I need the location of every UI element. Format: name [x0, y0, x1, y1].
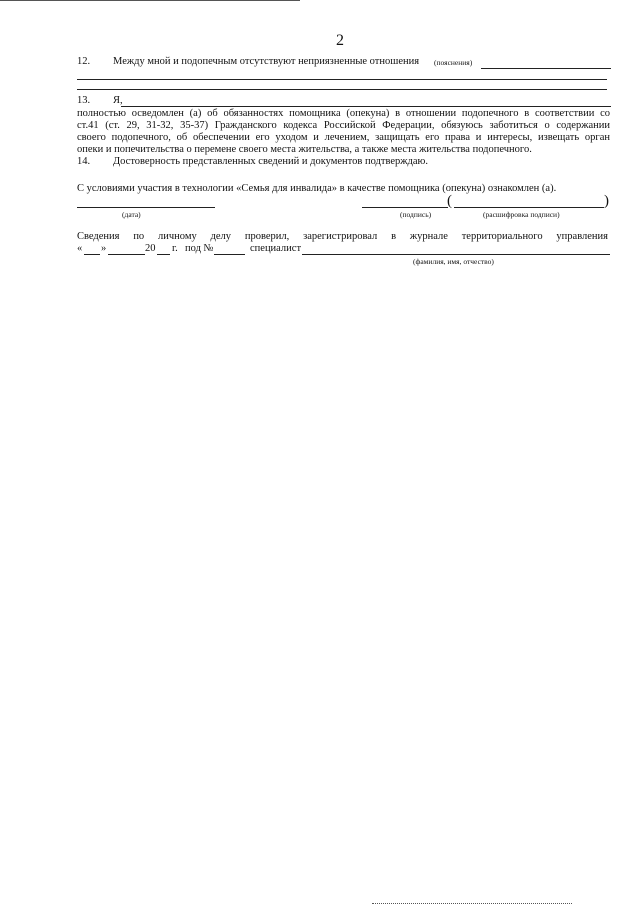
month-line[interactable]	[108, 254, 145, 255]
item13-body-line1: полностью осведомлен (а) об обязанностях помощника (опекуна) в отношении подопечного в соответствии со	[77, 108, 610, 119]
decode-open-paren: (	[447, 193, 452, 209]
verification-line1: Сведения по личному делу проверил, зарегистрировал в журнале территориального управления	[77, 231, 608, 242]
item12-line-3	[77, 89, 607, 90]
item14-number: 14.	[77, 156, 91, 167]
item13-body-line4: опеки и попечительства о перемене своего места жительства, а также места жительства подопечного.	[77, 144, 532, 155]
item12-number: 12.	[77, 56, 91, 67]
date-label: (дата)	[122, 210, 141, 219]
decode-close-paren: )	[604, 193, 609, 209]
decode-line[interactable]	[454, 207, 604, 208]
top-edge-line	[0, 0, 300, 1]
item12-fill-line	[481, 68, 611, 69]
verification-year-suffix: г.	[172, 243, 178, 254]
verification-year: 20	[145, 243, 156, 254]
specialist-name-line[interactable]	[302, 254, 610, 255]
year-line[interactable]	[157, 254, 170, 255]
verification-specialist: специалист	[250, 243, 302, 254]
decode-label: (расшифровка подписи)	[483, 210, 560, 219]
fio-label: (фамилия, имя, отчество)	[413, 257, 494, 266]
item14-text: Достоверность представленных сведений и документов подтверждаю.	[113, 156, 428, 167]
item12-text: Между мной и подопечным отсутствуют неприязненные отношения	[113, 56, 420, 67]
date-line[interactable]	[77, 207, 215, 208]
verification-quote-close: »	[101, 243, 107, 254]
item12-note: (пояснения)	[434, 58, 473, 67]
registration-number-line[interactable]	[214, 254, 245, 255]
item13-body-line2: ст.41 (ст. 29, 31-32, 35-37) Гражданского кодекса Российской Федерации, обязуюсь заботиться о содержании	[77, 120, 610, 131]
bottom-edge-line	[372, 903, 572, 904]
day-line[interactable]	[84, 254, 100, 255]
page-number: 2	[336, 32, 344, 49]
verification-under-number: под №	[185, 243, 214, 254]
item13-name-line	[121, 106, 611, 107]
item13-body-line3: своего подопечного, об обеспечении его уходом и лечением, защищать его права и интересы, извещать орган	[77, 132, 610, 143]
item13-number: 13.	[77, 95, 91, 106]
acknowledgement-text: С условиями участия в технологии «Семья для инвалида» в качестве помощника (опекуна) ознакомлен (а).	[77, 183, 557, 194]
signature-line[interactable]	[362, 207, 448, 208]
signature-label: (подпись)	[400, 210, 432, 219]
item13-text: Я,	[113, 95, 123, 106]
item12-line-2	[77, 79, 607, 80]
verification-quote-open: «	[77, 243, 83, 254]
